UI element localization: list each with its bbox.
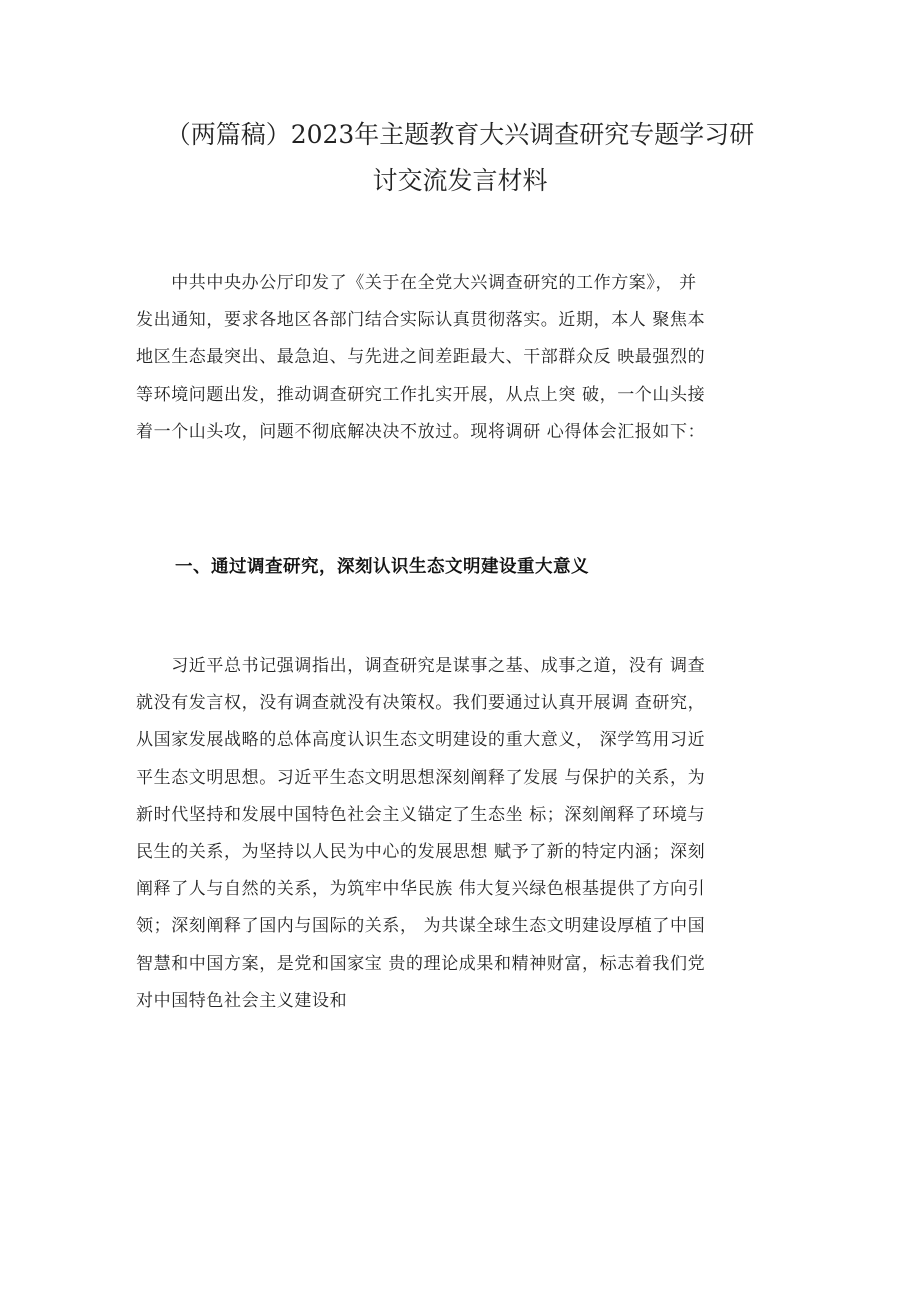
paragraph-line: 民生的关系，为坚持以人民为中心的发展思想 赋予了新的特定内涵；深刻 [136, 842, 706, 863]
paragraph-line: 地区生态最突出、最急迫、与先进之间差距最大、干部群众反 映最强烈的 [136, 347, 706, 368]
paragraph-line: 阐释了人与自然的关系，为筑牢中华民族 伟大复兴绿色根基提供了方向引 [136, 879, 706, 900]
paragraph-line: 领；深刻阐释了国内与国际的关系， 为共谋全球生态文明建设厚植了中国 [136, 916, 706, 937]
document-title [120, 112, 800, 204]
paragraph-line: 对中国特色社会主义建设和 [136, 990, 348, 1011]
title-line-1: （两篇稿）2023年主题教育大兴调查研究专题学习研 [165, 120, 755, 149]
paragraph-line: 从国家发展战略的总体高度认识生态文明建设的重大意义， 深学笃用习近 [136, 730, 706, 751]
section-heading-1: 一、通过调查研究，深刻认识生态文明建设重大意义 [175, 557, 589, 577]
intro-paragraph [136, 265, 786, 451]
paragraph-line: 发出通知，要求各地区各部门结合实际认真贯彻落实。近期，本人 聚焦本 [136, 310, 706, 331]
paragraph-line: 等环境问题出发，推动调查研究工作扎实开展，从点上突 破，一个山头接 [136, 384, 706, 405]
title-line-2: 讨交流发言材料 [372, 166, 548, 195]
section-1-paragraph [136, 648, 786, 1020]
paragraph-line: 智慧和中国方案，是党和国家宝 贵的理论成果和精神财富，标志着我们党 [136, 953, 706, 974]
paragraph-line: 新时代坚持和发展中国特色社会主义锚定了生态坐 标；深刻阐释了环境与 [136, 804, 706, 825]
paragraph-line: 习近平总书记强调指出，调查研究是谋事之基、成事之道，没有 调查 [136, 656, 706, 676]
paragraph-line: 着一个山头攻，问题不彻底解决决不放过。现将调研 心得体会汇报如下： [136, 421, 706, 442]
paragraph-line: 中共中央办公厅印发了《关于在全党大兴调查研究的工作方案》， 并 [136, 273, 697, 293]
paragraph-line: 就没有发言权，没有调查就没有决策权。我们要通过认真开展调 查研究， [136, 693, 706, 714]
paragraph-line: 平生态文明思想。习近平生态文明思想深刻阐释了发展 与保护的关系，为 [136, 767, 706, 788]
